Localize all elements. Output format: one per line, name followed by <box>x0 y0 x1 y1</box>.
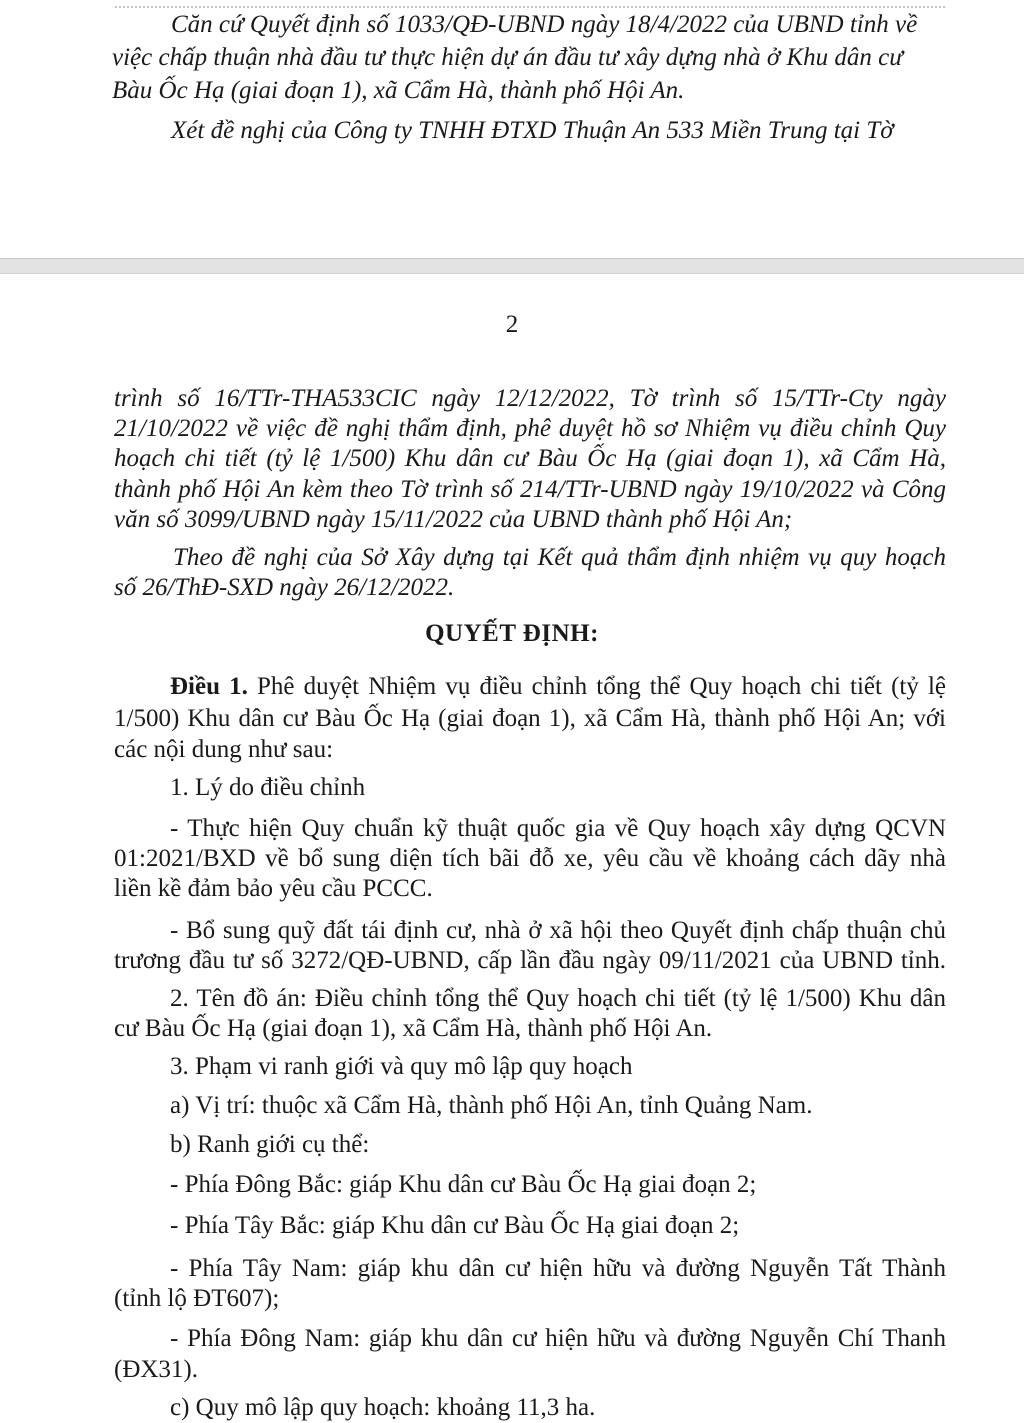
body-line: 01:2021/BXD về bổ sung diện tích bãi đỗ xe, yêu cầu về khoảng cách dãy nhà <box>114 845 946 872</box>
intro-line: số 26/ThĐ-SXD ngày 26/12/2022. <box>114 574 455 601</box>
scale-line-cut-off: c) Quy mô lập quy hoạch: khoảng 11,3 ha. <box>170 1394 596 1421</box>
cut-off-text-line <box>115 0 945 8</box>
legal-basis-line: Căn cứ Quyết định số 1033/QĐ-UBND ngày 18/4/2022 của UBND tỉnh về <box>171 11 918 38</box>
boundary-line: (tỉnh lộ ĐT607); <box>114 1285 280 1312</box>
previous-page-fragment <box>0 0 1024 258</box>
boundary-line: - Phía Tây Bắc: giáp Khu dân cư Bàu Ốc Hạ giai đoạn 2; <box>170 1212 740 1239</box>
intro-line: trình số 16/TTr-THA533CIC ngày 12/12/2022, Tờ trình số 15/TTr-Cty ngày <box>114 385 946 412</box>
body-line: liền kề đảm bảo yêu cầu PCCC. <box>114 875 433 902</box>
page-separator <box>0 258 1024 274</box>
boundary-line: - Phía Đông Nam: giáp khu dân cư hiện hữu và đường Nguyễn Chí Thanh <box>170 1325 946 1352</box>
legal-basis-line: Bàu Ốc Hạ (giai đoạn 1), xã Cẩm Hà, thành phố Hội An. <box>112 77 685 104</box>
article-1-label: Điều 1. <box>170 673 248 700</box>
article-1-line: các nội dung như sau: <box>114 736 334 763</box>
body-line: 2. Tên đồ án: Điều chỉnh tổng thể Quy hoạch chi tiết (tỷ lệ 1/500) Khu dân <box>170 985 946 1012</box>
article-1-text: Phê duyệt Nhiệm vụ điều chỉnh tổng thể Quy hoạch chi tiết (tỷ lệ <box>247 673 946 700</box>
boundary-line: - Phía Đông Bắc: giáp Khu dân cư Bàu Ốc Hạ giai đoạn 2; <box>170 1171 757 1198</box>
page-number: 2 <box>505 311 519 338</box>
section-heading: 3. Phạm vi ranh giới và quy mô lập quy hoạch <box>170 1053 633 1080</box>
boundary-line: (ĐX31). <box>114 1356 199 1383</box>
body-line: trương đầu tư số 3272/QĐ-UBND, cấp lần đầu ngày 09/11/2021 của UBND tỉnh. <box>114 947 946 974</box>
body-line: b) Ranh giới cụ thể: <box>170 1131 370 1158</box>
decision-heading: QUYẾT ĐỊNH: <box>425 620 599 647</box>
intro-line: 21/10/2022 về việc đề nghị thẩm định, phê duyệt hồ sơ Nhiệm vụ điều chỉnh Quy <box>114 415 946 442</box>
proposal-line: Xét đề nghị của Công ty TNHH ĐTXD Thuận An 533 Miền Trung tại Tờ <box>171 117 894 144</box>
intro-line: thành phố Hội An kèm theo Tờ trình số 214/TTr-UBND ngày 19/10/2022 và Công <box>114 476 946 503</box>
body-line: a) Vị trí: thuộc xã Cẩm Hà, thành phố Hội An, tỉnh Quảng Nam. <box>170 1092 813 1119</box>
intro-line: văn số 3099/UBND ngày 15/11/2022 của UBND thành phố Hội An; <box>114 506 793 533</box>
body-line: - Thực hiện Quy chuẩn kỹ thuật quốc gia về Quy hoạch xây dựng QCVN <box>170 815 946 842</box>
article-1-line: 1/500) Khu dân cư Bàu Ốc Hạ (giai đoạn 1), xã Cẩm Hà, thành phố Hội An; với <box>114 705 946 732</box>
intro-line: Theo đề nghị của Sở Xây dựng tại Kết quả thẩm định nhiệm vụ quy hoạch <box>173 544 946 571</box>
article-1-line <box>170 672 946 702</box>
document-page-2 <box>0 274 1024 1421</box>
section-heading: 1. Lý do điều chỉnh <box>170 774 366 801</box>
intro-line: hoạch chi tiết (tỷ lệ 1/500) Khu dân cư Bàu Ốc Hạ (giai đoạn 1), xã Cẩm Hà, <box>114 445 946 472</box>
legal-basis-line: việc chấp thuận nhà đầu tư thực hiện dự án đầu tư xây dựng nhà ở Khu dân cư <box>112 44 903 71</box>
boundary-line: - Phía Tây Nam: giáp khu dân cư hiện hữu và đường Nguyễn Tất Thành <box>170 1255 946 1282</box>
body-line: - Bổ sung quỹ đất tái định cư, nhà ở xã hội theo Quyết định chấp thuận chủ <box>170 917 946 944</box>
body-line: cư Bàu Ốc Hạ (giai đoạn 1), xã Cẩm Hà, thành phố Hội An. <box>114 1015 713 1042</box>
